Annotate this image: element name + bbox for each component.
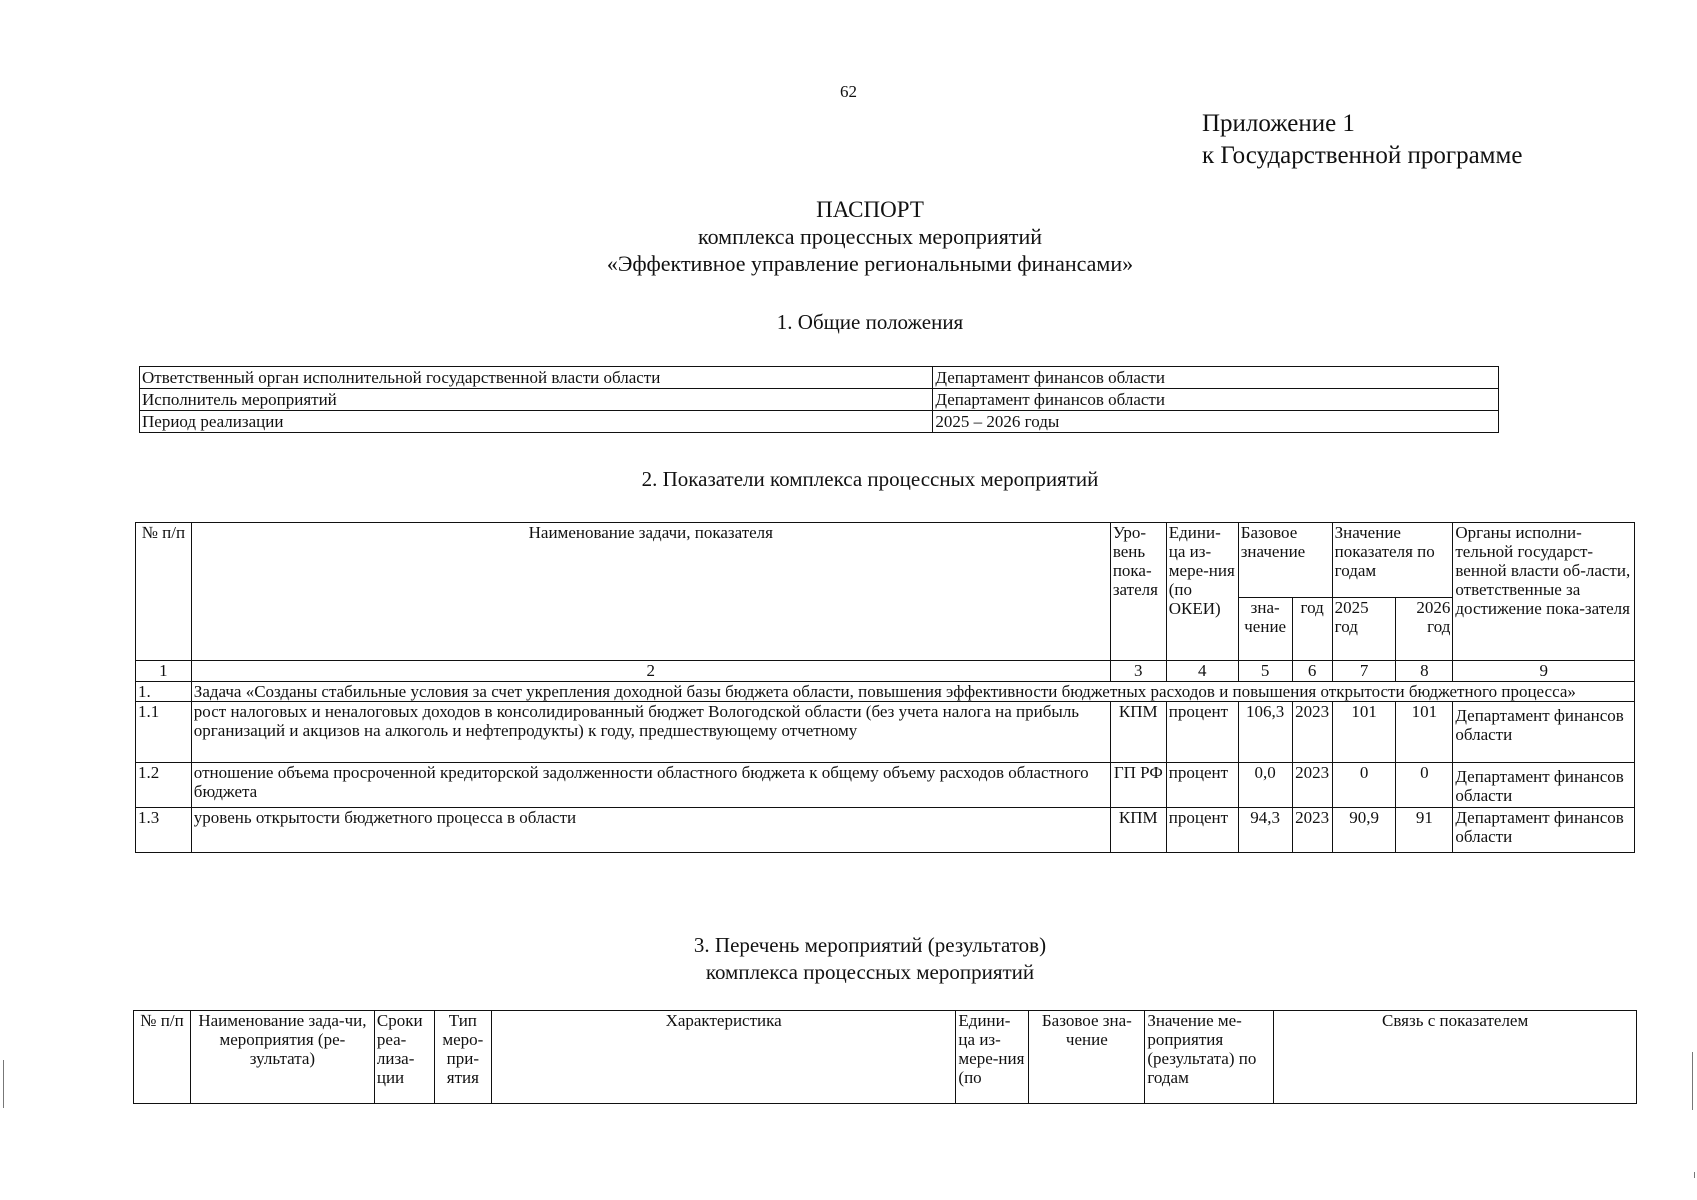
indicator-level: КПМ [1110,808,1166,853]
indicator-2025: 0 [1332,763,1396,808]
column-number: 5 [1238,661,1292,682]
appendix-line-2: к Государственной программе [1202,142,1523,169]
table-row [136,808,1635,853]
indicator-organ: Департамент финансов области [1453,808,1635,853]
header-type: Тип меро-при-ятия [434,1011,491,1104]
column-number-row [136,661,1635,682]
table-row [136,702,1635,763]
appendix-caption [1202,108,1522,172]
indicator-num: 1.1 [136,702,192,763]
row-value: Департамент финансов области [933,389,1499,411]
scan-edge-mark [3,1060,4,1108]
section3-heading [0,932,1697,986]
header-organs: Органы исполни-тельной государст-венной власти об-ласти, ответственные за достижение пока-зателя [1453,523,1635,661]
indicator-num: 1.3 [136,808,192,853]
header-base: Базовое зна-чение [1029,1011,1145,1104]
header-unit: Едини-ца из-мере-ния (по [956,1011,1029,1104]
column-number: 3 [1110,661,1166,682]
column-number: 2 [191,661,1110,682]
column-number: 4 [1166,661,1238,682]
header-base: Базовое значение [1238,523,1332,598]
header-num: № п/п [136,523,192,661]
scan-edge-mark [1692,1052,1693,1110]
indicator-base-year: 2023 [1292,702,1332,763]
table-row [140,389,1499,411]
general-provisions-table [139,366,1499,433]
indicator-2025: 101 [1332,702,1396,763]
column-number: 6 [1292,661,1332,682]
indicator-2026: 101 [1396,702,1453,763]
header-row [136,523,1635,598]
section1-heading: 1. Общие положения [776,310,964,334]
header-name: Наименование задачи, показателя [191,523,1110,661]
header-name: Наименование зада-чи, мероприятия (ре-зультата) [190,1011,374,1104]
row-label: Исполнитель мероприятий [140,389,933,411]
indicator-name: отношение объема просроченной кредиторской задолженности областного бюджета к общему объему расходов областного бюджета [191,763,1110,808]
header-level: Уро-вень пока-зателя [1110,523,1166,661]
indicator-base-value: 94,3 [1238,808,1292,853]
column-number: 1 [136,661,192,682]
row-label: Период реализации [140,411,933,433]
indicator-base-year: 2023 [1292,763,1332,808]
section2-heading: 2. Показатели комплекса процессных мероприятий [641,467,1099,491]
header-values: Значение показателя по годам [1332,523,1453,598]
indicator-unit: процент [1166,702,1238,763]
indicator-unit: процент [1166,763,1238,808]
task-row [136,682,1635,702]
header-base-value: зна-чение [1238,598,1292,661]
appendix-line-1: Приложение 1 [1202,110,1355,137]
indicator-name: уровень открытости бюджетного процесса в области [191,808,1110,853]
indicator-level: ГП РФ [1110,763,1166,808]
column-number: 7 [1332,661,1396,682]
task-num: 1. [136,682,192,702]
scan-edge-mark [1694,1172,1695,1178]
header-base-year: год [1292,598,1332,661]
column-number: 9 [1453,661,1635,682]
indicator-2025: 90,9 [1332,808,1396,853]
indicator-unit: процент [1166,808,1238,853]
section3-heading-line-2: комплекса процессных мероприятий [705,960,1035,984]
indicator-num: 1.2 [136,763,192,808]
page-number: 62 [840,82,857,101]
header-row [134,1011,1637,1104]
table-row [140,411,1499,433]
indicators-table [135,522,1635,853]
title-line-2: комплекса процессных мероприятий [698,224,1042,249]
document-title [0,196,1697,277]
header-2025: 2025 год [1332,598,1396,661]
indicator-2026: 91 [1396,808,1453,853]
header-value: Значение ме-роприятия (результата) по годам [1145,1011,1274,1104]
section3-heading-line-1: 3. Перечень мероприятий (результатов) [693,933,1047,957]
column-number: 8 [1396,661,1453,682]
indicator-2026: 0 [1396,763,1453,808]
indicator-level: КПМ [1110,702,1166,763]
indicator-base-value: 0,0 [1238,763,1292,808]
table-row [136,763,1635,808]
row-label: Ответственный орган исполнительной государственной власти области [140,367,933,389]
task-text: Задача «Созданы стабильные условия за счет укрепления доходной базы бюджета области, повышения эффективности бюджетных расходов и повышения открытости бюджетного процесса» [191,682,1634,702]
indicator-organ: Департамент финансов области [1453,763,1635,808]
indicator-organ: Департамент финансов области [1453,702,1635,763]
header-num: № п/п [134,1011,191,1104]
header-link: Связь с показателем [1274,1011,1637,1104]
title-line-3: «Эффективное управление региональными финансами» [606,251,1134,276]
header-2026: 2026 год [1396,598,1453,661]
indicator-base-value: 106,3 [1238,702,1292,763]
row-value: Департамент финансов области [933,367,1499,389]
row-value: 2025 – 2026 годы [933,411,1499,433]
table-row [140,367,1499,389]
header-unit: Едини-ца из-мере-ния (по ОКЕИ) [1166,523,1238,661]
activities-table [133,1010,1637,1104]
indicator-base-year: 2023 [1292,808,1332,853]
indicator-name: рост налоговых и неналоговых доходов в консолидированный бюджет Вологодской области (без учета налога на прибыль организаций и акцизов на алкоголь и нефтепродукты) к году, предшествующему отчетному [191,702,1110,763]
title-line-1: ПАСПОРТ [816,197,924,222]
header-characteristic: Характеристика [491,1011,956,1104]
header-terms: Сроки реа-лиза-ции [374,1011,434,1104]
